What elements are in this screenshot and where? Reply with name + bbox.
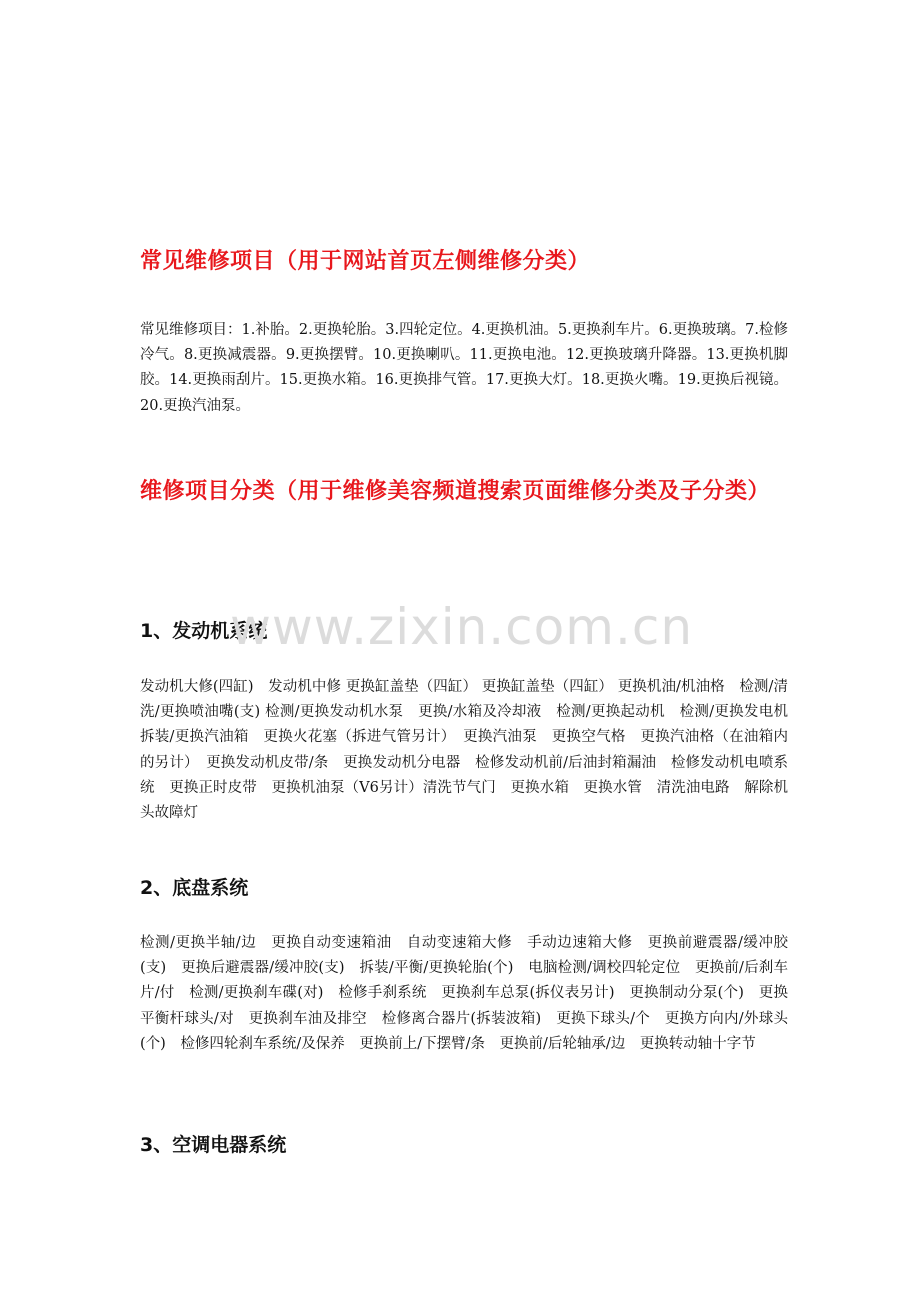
- heading-repair-categories: 维修项目分类（用于维修美容频道搜索页面维修分类及子分类）: [140, 479, 771, 504]
- common-items-paragraph: 常见维修项目：1.补胎。2.更换轮胎。3.四轮定位。4.更换机油。5.更换刹车片。6.更换玻璃。7.检修冷气。8.更换减震器。9.更换摆臂。10.更换喇叭。11.更换电池。12.更换玻璃升降器。13.更换机脚胶。14.更换雨刮片。15.更换水箱。16.更换排气管。17.更换大灯。18.更换火嘴。19.更换后视镜。20.更换汽油泵。: [140, 322, 788, 414]
- section-title-engine: 1、发动机系统: [140, 620, 268, 642]
- section-body-chassis: 检测/更换半轴/边 更换自动变速箱油 自动变速箱大修 手动边速箱大修 更换前避震器/缓冲胶(支) 更换后避震器/缓冲胶(支) 拆装/平衡/更换轮胎(个) 电脑检测/调校四轮定位 更换前/后刹车片/付 检测/更换刹车碟(对) 检修手刹系统 更换刹车总泵(拆仪表另计) 更换制动分泵(个) 更换平衡杆球头/对 更换刹车油及排空 检修离合器片(拆装波箱) 更换下球头/个 更换方向内/外球头(个) 检修四轮刹车系统/及保养 更换前上/下摆臂/条 更换前/后轮轴承/边 更换转动轴十字节: [140, 935, 788, 1052]
- heading-common-repair-items: 常见维修项目（用于网站首页左侧维修分类）: [140, 249, 591, 274]
- watermark-text: www.zixin.com.cn: [230, 598, 694, 656]
- section-title-ac-electrical: 3、空调电器系统: [140, 1134, 287, 1156]
- section-title-chassis: 2、底盘系统: [140, 877, 249, 899]
- section-body-engine: 发动机大修(四缸) 发动机中修 更换缸盖垫（四缸） 更换缸盖垫（四缸） 更换机油/机油格 检测/清洗/更换喷油嘴(支) 检测/更换发动机水泵 更换/水箱及冷却液 检测/更换起动机 检测/更换发电机 拆装/更换汽油箱 更换火花塞（拆进气管另计） 更换汽油泵 更换空气格 更换汽油格（在油箱内的另计） 更换发动机皮带/条 更换发动机分电器 检修发动机前/后油封箱漏油 检修发动机电喷系统 更换正时皮带 更换机油泵（V6另计）清洗节气门 更换水箱 更换水管 清洗油电路 解除机头故障灯: [140, 679, 803, 822]
